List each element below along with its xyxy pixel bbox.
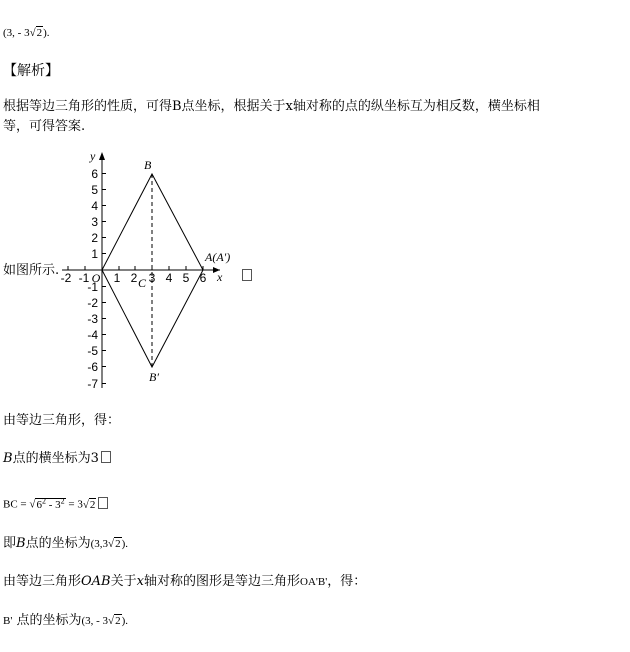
step3-radicand-b: 2 <box>89 498 96 511</box>
step3-exp: 2 <box>41 496 46 505</box>
step-4 <box>3 535 128 553</box>
y-ticks <box>102 174 106 384</box>
y-tick-6: 6 <box>91 167 98 181</box>
step-5 <box>3 573 366 591</box>
answer-prefix: (3, - 3 <box>3 27 30 39</box>
step4-text: 点的坐标为 <box>25 536 91 551</box>
analysis-line-1: 根据等边三角形的性质，可得B点坐标，根据关于x轴对称的点的纵坐标互为相反数，横坐标相 <box>3 99 540 114</box>
y-tick-neg6: -6 <box>87 360 98 374</box>
figure-lead: 如图所示. <box>3 263 60 278</box>
step-1: 由等边三角形，得： <box>3 413 121 428</box>
step-2 <box>3 450 111 468</box>
y-tick-neg5: -5 <box>87 344 98 358</box>
step4-radicand: 2 <box>115 538 121 550</box>
step-3 <box>3 492 108 514</box>
step6-point: B' <box>3 615 13 627</box>
figure-lead-text <box>3 262 59 280</box>
step3-minus: - 3 <box>45 498 61 511</box>
sqrt-symbol: $√6^2 - 3^2$ <box>29 496 65 511</box>
step5-suffix: ，得： <box>327 574 367 589</box>
step3-exp2: 2 <box>60 496 65 505</box>
y-tick-neg2: -2 <box>87 296 98 310</box>
step2-text: 点的横坐标为3 <box>12 451 99 466</box>
point-b-prime-label: B′ <box>149 370 159 384</box>
step5-tri2: OA'B' <box>300 576 328 588</box>
y-tick-neg1: -1 <box>87 280 98 294</box>
x-tick-origin: O <box>91 271 101 285</box>
sqrt-symbol: √2 <box>108 538 121 550</box>
x-tick-3: 3 <box>148 271 156 285</box>
step3-eq: = 3 <box>65 498 83 511</box>
coordinate-graph <box>60 148 240 393</box>
y-axis-label: y <box>90 149 96 163</box>
step2-point: B <box>3 451 13 466</box>
step6-radicand: 2 <box>115 615 121 627</box>
step4-point: B <box>16 536 26 551</box>
x-tick-5: 5 <box>182 271 190 285</box>
answer-suffix: ). <box>43 27 50 39</box>
y-axis-arrow <box>99 152 105 160</box>
step4-coord-suffix: ). <box>121 538 128 550</box>
step5-text: 关于 <box>110 574 137 589</box>
step3-lhs: BC = <box>3 498 30 511</box>
step6-coord-suffix: ). <box>121 615 129 627</box>
x-tick-neg2: -2 <box>60 271 72 285</box>
step5-tri: OAB <box>81 574 111 589</box>
y-tick-2: 2 <box>91 231 98 245</box>
analysis-heading: 【解析】 <box>3 63 59 79</box>
step5-prefix: 由等边三角形 <box>3 574 82 589</box>
analysis-line-2: 等，可得答案. <box>3 119 86 134</box>
placeholder-box-icon <box>101 451 111 463</box>
step6-text: 点的坐标为 <box>12 613 82 628</box>
x-tick-4: 4 <box>165 271 173 285</box>
point-b-label: B <box>144 158 152 172</box>
step-6 <box>3 612 128 630</box>
y-tick-1: 1 <box>91 247 98 261</box>
step6-coord-prefix: (3, - 3 <box>81 615 109 627</box>
y-tick-neg4: -4 <box>87 328 98 342</box>
step5-axis: x <box>136 574 144 589</box>
answer-radicand: 2 <box>36 27 43 39</box>
x-tick-1: 1 <box>113 271 121 285</box>
sqrt-symbol: √2 <box>29 27 43 39</box>
sqrt-symbol: √2 <box>82 498 96 511</box>
placeholder-box-icon <box>98 497 108 509</box>
y-tick-4: 4 <box>91 199 98 213</box>
step3-radicand-a: 6 <box>36 498 42 511</box>
point-c-label: C <box>138 276 147 290</box>
x-axis-label: x <box>217 270 223 284</box>
point-a-label: A(A') <box>205 250 231 264</box>
y-tick-5: 5 <box>91 183 98 197</box>
y-tick-3: 3 <box>91 215 98 229</box>
placeholder-box-icon <box>240 265 252 284</box>
step4-coord-prefix: (3,3 <box>90 538 109 550</box>
y-tick-neg7: -7 <box>87 377 98 391</box>
y-tick-neg3: -3 <box>87 312 98 326</box>
x-ticks <box>68 266 203 270</box>
step4-prefix: 即 <box>3 536 17 551</box>
step5-text2: 轴对称的图形是等边三角形 <box>143 574 300 589</box>
x-tick-labels <box>61 271 207 285</box>
x-tick-6: 6 <box>199 271 207 285</box>
sqrt-symbol: √2 <box>108 615 121 627</box>
top-answer <box>3 24 50 42</box>
x-tick-neg1: -1 <box>78 271 90 285</box>
x-tick-2: 2 <box>130 271 138 285</box>
